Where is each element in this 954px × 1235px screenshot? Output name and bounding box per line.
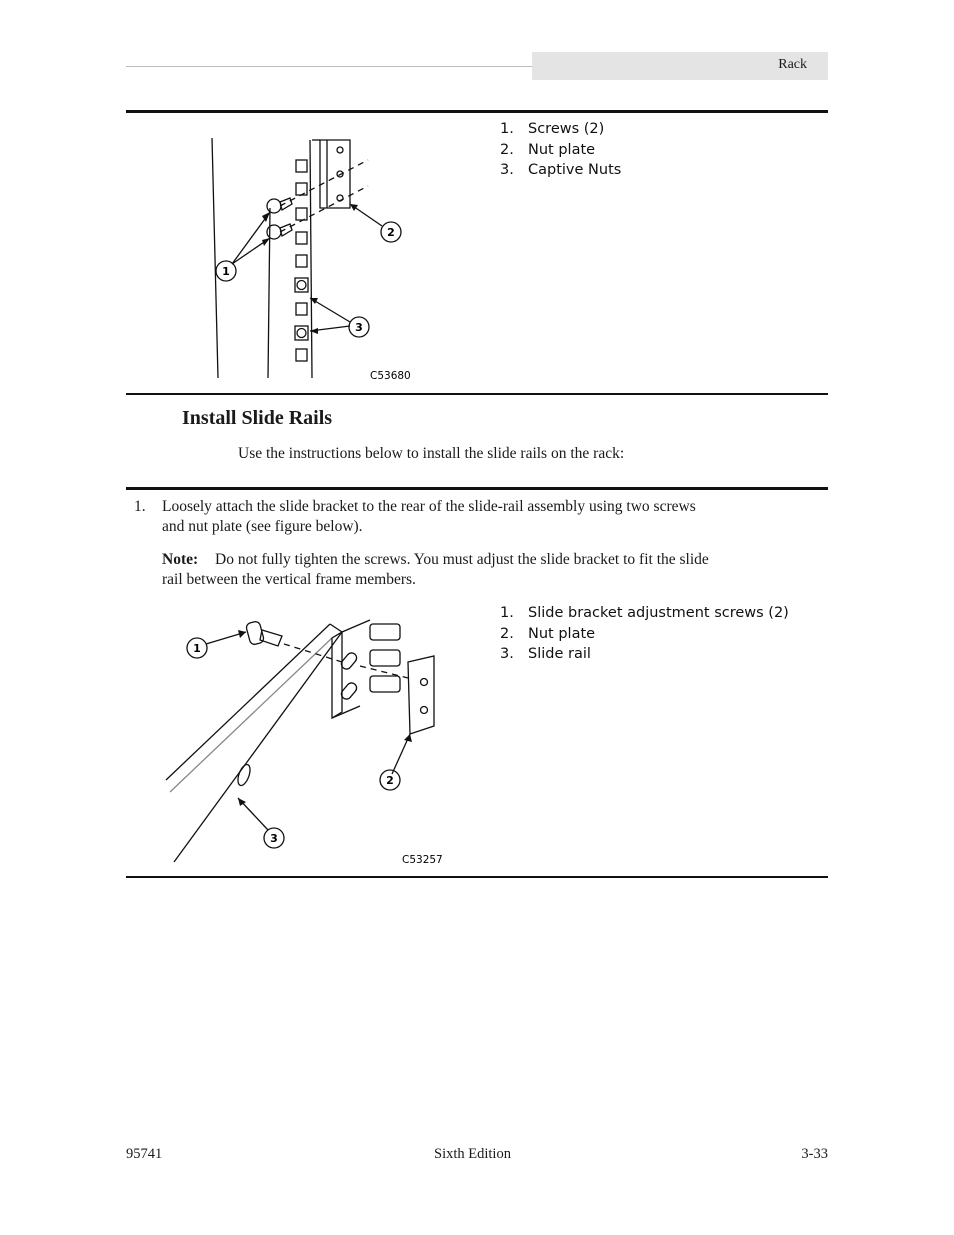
legend-number: 3. (500, 162, 514, 178)
note-text-line1: Do not fully tighten the screws. You must adjust the slide bracket to fit the slide (215, 551, 709, 568)
step-top-rule (126, 487, 828, 490)
legend-item (500, 140, 621, 161)
footer-page-number: 3-33 (801, 1146, 828, 1162)
footer-doc-number: 95741 (126, 1146, 163, 1162)
header-rule (126, 66, 532, 67)
figure2-bottom-rule (126, 876, 828, 878)
legend-text: Captive Nuts (528, 162, 622, 178)
figure2-legend (500, 603, 789, 665)
legend-text: Slide rail (528, 646, 591, 662)
note-label: Note: (162, 551, 199, 568)
legend-item (500, 644, 789, 665)
step-text-line2: and nut plate (see figure below). (162, 518, 363, 535)
figure2-callout-2: 2 (386, 774, 394, 787)
legend-item (500, 160, 621, 181)
figure2-code: C53257 (402, 854, 443, 866)
legend-item (500, 119, 621, 140)
footer-edition: Sixth Edition (434, 1146, 511, 1162)
legend-text: Nut plate (528, 625, 596, 642)
note-text-line2: rail between the vertical frame members. (162, 571, 416, 588)
legend-text: Slide bracket adjustment screws (2) (528, 605, 789, 621)
figure2-callout-3: 3 (270, 832, 278, 845)
legend-text: Screws (2) (528, 121, 605, 137)
legend-text: Nut plate (528, 141, 596, 158)
legend-item (500, 624, 789, 645)
legend-number: 1. (500, 605, 514, 621)
figure1-callout-3: 3 (355, 321, 363, 334)
figure1-bottom-rule (126, 393, 828, 395)
legend-item (500, 603, 789, 624)
legend-number: 1. (500, 121, 514, 137)
legend-number: 2. (500, 625, 514, 642)
figure2-slide-rail-illustration (160, 612, 460, 868)
legend-number: 3. (500, 646, 514, 662)
legend-number: 2. (500, 141, 514, 158)
figure1-rack-illustration (190, 128, 440, 390)
figure1-callout-1: 1 (222, 265, 230, 278)
figure1-callout-2: 2 (387, 226, 395, 239)
section-title: Install Slide Rails (182, 407, 333, 429)
figure1-code: C53680 (370, 370, 411, 382)
figure2-callout-1: 1 (193, 642, 201, 655)
figure1-top-rule (126, 110, 828, 113)
figure1-legend (500, 119, 621, 181)
step-text-line1: Loosely attach the slide bracket to the rear of the slide-rail assembly using two screws (162, 498, 696, 515)
header-section-label: Rack (778, 57, 807, 72)
step-number: 1. (134, 498, 146, 515)
section-intro: Use the instructions below to install the slide rails on the rack: (238, 445, 625, 462)
